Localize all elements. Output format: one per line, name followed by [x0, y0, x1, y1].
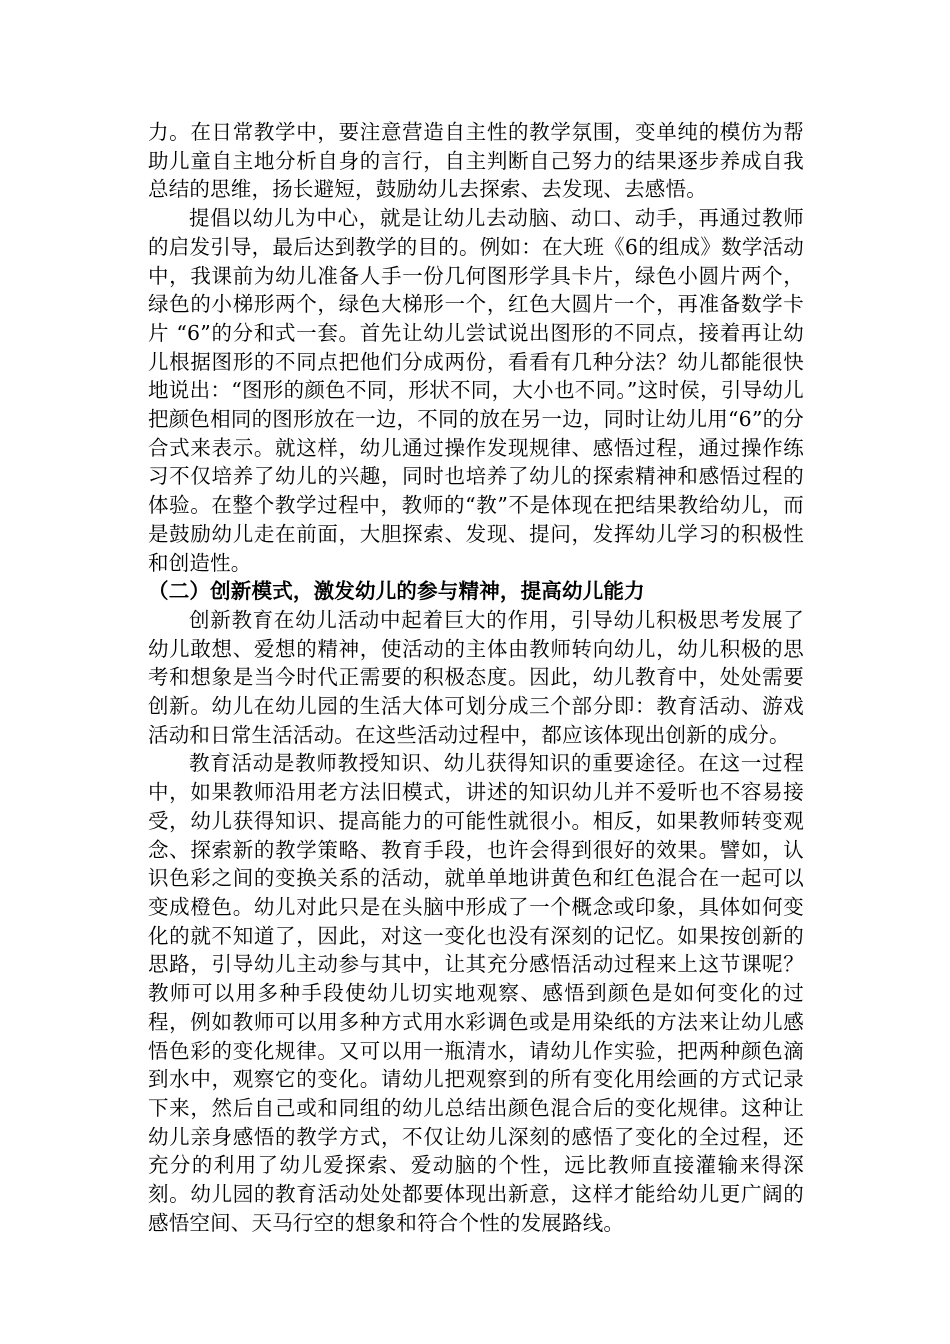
paragraph-innovation-role: 创新教育在幼儿活动中起着巨大的作用，引导幼儿积极思考发展了幼儿敢想、爱想的精神，使活动的主体由教师转向幼儿，幼儿积极的思考和想象是当今时代正需要的积极态度。因此，幼儿教育中，处处需要创新。幼儿在幼儿园的生活大体可划分成三个部分即：教育活动、游戏活动和日常生活活动。在这些活动过程中，都应该体现出创新的成分。 — [148, 607, 804, 747]
document-page — [148, 118, 804, 1237]
paragraph-education-activity: 教育活动是教师教授知识、幼儿获得知识的重要途径。在这一过程中，如果教师沿用老方法旧模式，讲述的知识幼儿并不爱听也不容易接受，幼儿获得知识、提高能力的可能性就很小。相反，如果教师转变观念、探索新的教学策略、教育手段，也许会得到很好的效果。譬如，认识色彩之间的变换关系的活动，就单单地讲黄色和红色混合在一起可以变成橙色。幼儿对此只是在头脑中形成了一个概念或印象，具体如何变化的就不知道了，因此，对这一变化也没有深刻的记忆。如果按创新的思路，引导幼儿主动参与其中，让其充分感悟活动过程来上这节课呢？教师可以用多种手段使幼儿切实地观察、感悟到颜色是如何变化的过程，例如教师可以用多种方式用水彩调色或是用染纸的方法来让幼儿感悟色彩的变化规律。又可以用一瓶清水，请幼儿作实验，把两种颜色滴到水中，观察它的变化。请幼儿把观察到的所有变化用绘画的方式记录下来，然后自己或和同组的幼儿总结出颜色混合后的变化规律。这种让幼儿亲身感悟的教学方式，不仅让幼儿深刻的感悟了变化的全过程，还充分的利用了幼儿爱探索、爱动脑的个性，远比教师直接灌输来得深刻。幼儿园的教育活动处处都要体现出新意，这样才能给幼儿更广阔的感悟空间、天马行空的想象和符合个性的发展路线。 — [148, 751, 804, 1235]
paragraph-continuation: 力。在日常教学中，要注意营造自主性的教学氛围，变单纯的模仿为帮助儿童自主地分析自身的言行，自主判断自己努力的结果逐步养成自我总结的思维，扬长避短，鼓励幼儿去探索、去发现、去感悟。 — [148, 120, 804, 202]
paragraph-child-centered: 提倡以幼儿为中心，就是让幼儿去动脑、动口、动手，再通过教师的启发引导，最后达到教学的目的。例如：在大班《6的组成》数学活动中，我课前为幼儿准备人手一份几何图形学具卡片，绿色小圆片两个，绿色的小梯形两个，绿色大梯形一个，红色大圆片一个，再准备数学卡片 “6”的分和式一套。首先让幼儿尝试说出图形的不同点，接着再让幼儿根据图形的不同点把他们分成两份，看看有几种分法？幼儿都能很快地说出：“图形的颜色不同，形状不同，大小也不同。”这时侯，引导幼儿把颜色相同的图形放在一边，不同的放在另一边，同时让幼儿用“6”的分合式来表示。就这样，幼儿通过操作发现规律、感悟过程，通过操作练习不仅培养了幼儿的兴趣，同时也培养了幼儿的探索精神和感悟过程的体验。在整个教学过程中，教师的“教”不是体现在把结果教给幼儿，而是鼓励幼儿走在前面，大胆探索、发现、提问，发挥幼儿学习的积极性和创造性。 — [148, 206, 804, 575]
section-heading-innovation: （二）创新模式，激发幼儿的参与精神，提高幼儿能力 — [148, 579, 645, 604]
